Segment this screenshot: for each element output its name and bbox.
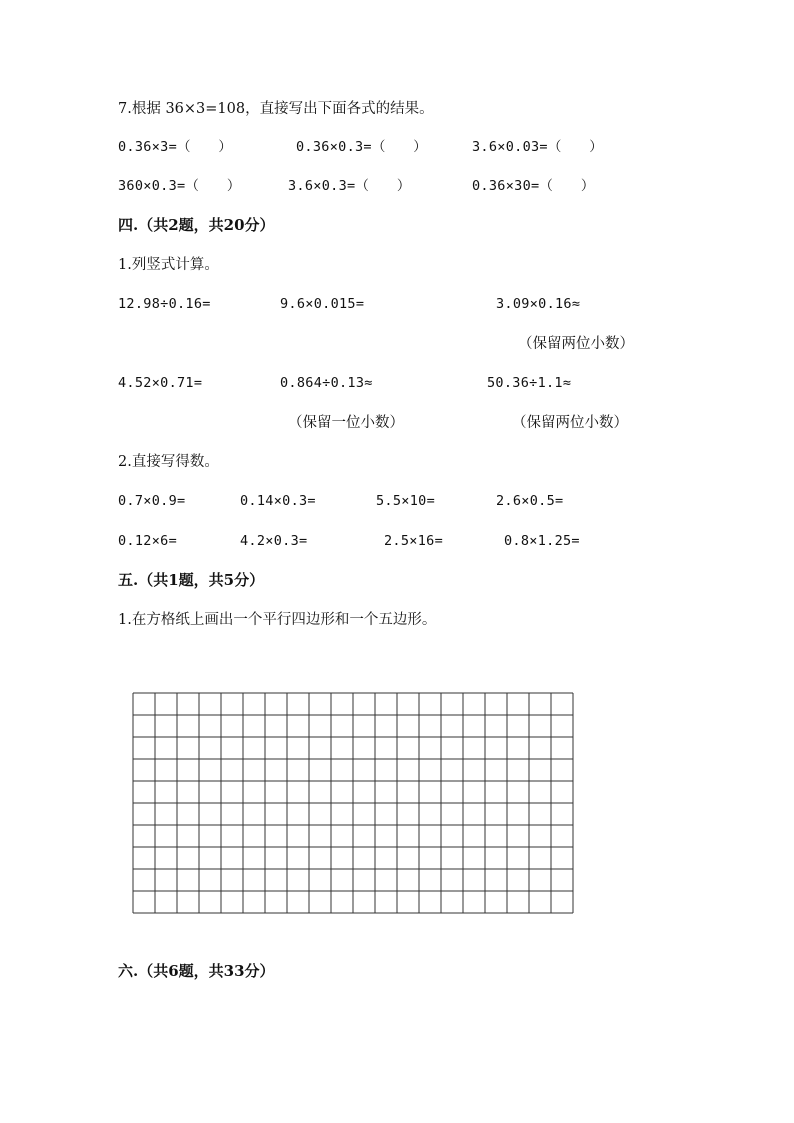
s4-q1-item: 12.98÷0.16= bbox=[118, 296, 211, 312]
s4-q1-title: 1.列竖式计算。 bbox=[118, 257, 219, 273]
s4-q2-title: 2.直接写得数。 bbox=[118, 454, 219, 470]
section-heading-5: 五.（共1题，共5分） bbox=[118, 571, 265, 589]
s4-q2-item: 2.5×16= bbox=[384, 533, 443, 549]
q7-title: 7.根据 36×3=108，直接写出下面各式的结果。 bbox=[118, 101, 434, 117]
q7-item: 3.6×0.03=（ ） bbox=[472, 139, 604, 155]
q7-item: 0.36×30=（ ） bbox=[472, 178, 595, 194]
q7-item: 360×0.3=（ ） bbox=[118, 178, 241, 194]
s4-q1-item: 3.09×0.16≈ bbox=[496, 296, 581, 312]
s4-q2-item: 0.12×6= bbox=[118, 533, 177, 549]
s5-q1-title: 1.在方格纸上画出一个平行四边形和一个五边形。 bbox=[118, 612, 437, 628]
q7-item: 0.36×0.3=（ ） bbox=[296, 139, 428, 155]
s4-q2-item: 4.2×0.3= bbox=[240, 533, 308, 549]
section-heading-6: 六.（共6题，共33分） bbox=[118, 962, 275, 980]
s4-q1-item: 50.36÷1.1≈ bbox=[487, 375, 572, 391]
s4-q2-item: 0.8×1.25= bbox=[504, 533, 580, 549]
s4-q1-note: （保留两位小数） bbox=[518, 336, 634, 352]
q7-item: 0.36×3=（ ） bbox=[118, 139, 233, 155]
s4-q2-item: 0.14×0.3= bbox=[240, 493, 316, 509]
s4-q1-item: 4.52×0.71= bbox=[118, 375, 203, 391]
s4-q1-item: 0.864÷0.13≈ bbox=[280, 375, 373, 391]
s4-q2-item: 2.6×0.5= bbox=[496, 493, 564, 509]
s4-q1-note: （保留一位小数） bbox=[288, 415, 404, 431]
section-heading-4: 四.（共2题，共20分） bbox=[118, 216, 275, 234]
s4-q2-item: 5.5×10= bbox=[376, 493, 435, 509]
s4-q1-note: （保留两位小数） bbox=[512, 415, 628, 431]
s4-q2-item: 0.7×0.9= bbox=[118, 493, 186, 509]
graph-paper-grid[interactable] bbox=[132, 692, 574, 914]
q7-item: 3.6×0.3=（ ） bbox=[288, 178, 411, 194]
s4-q1-item: 9.6×0.015= bbox=[280, 296, 365, 312]
